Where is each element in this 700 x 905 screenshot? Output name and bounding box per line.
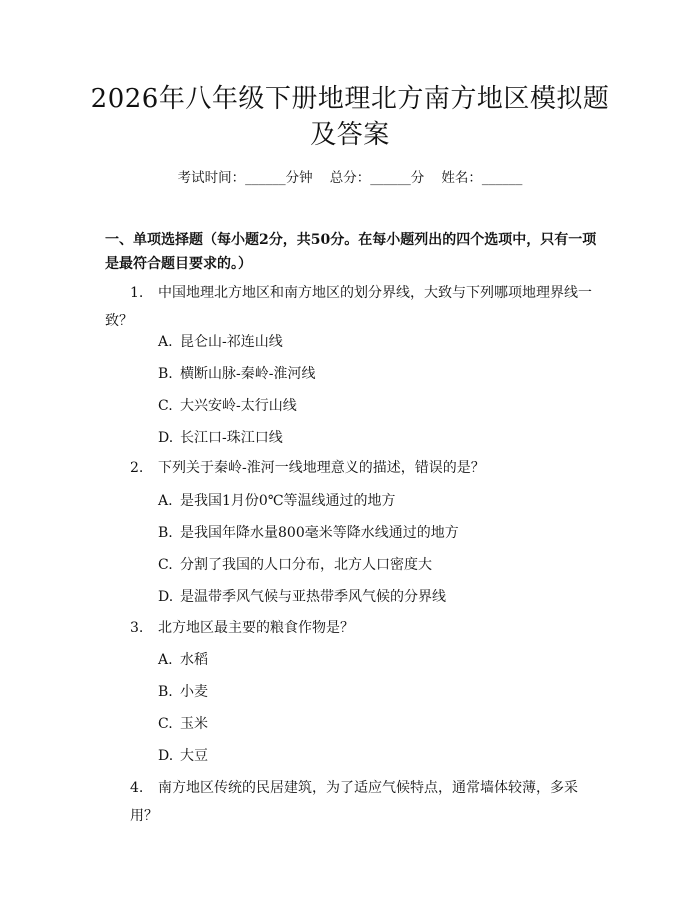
question-2-option-d	[158, 587, 446, 607]
option-text: 是我国1月份0℃等温线通过的地方	[180, 493, 396, 509]
question-text: 中国地理北方地区和南方地区的划分界线，大致与下列哪项地理界线一	[158, 285, 592, 301]
section-heading: 一、单项选择题（每小题2分，共50分。在每小题列出的四个选项中，只有一项是最符合题目要求的。）	[105, 232, 597, 272]
document-title-line-1: 2026年八年级下册地理北方南方地区模拟题	[90, 84, 610, 114]
option-text: 大兴安岭-太行山线	[180, 398, 297, 414]
question-number: 2.	[130, 460, 144, 476]
option-letter: D.	[158, 748, 174, 764]
option-letter: C.	[158, 557, 173, 573]
option-letter: C.	[158, 398, 173, 414]
option-text: 大豆	[180, 748, 208, 764]
question-1-option-d	[158, 428, 283, 448]
exam-info-line: 考试时间：______分钟 总分：______分 姓名：______	[177, 170, 523, 186]
question-number: 3.	[130, 620, 144, 636]
question-1	[105, 279, 600, 329]
option-text: 分割了我国的人口分布，北方人口密度大	[180, 557, 432, 573]
question-3-option-d	[158, 746, 208, 766]
question-3	[130, 614, 600, 642]
option-text: 玉米	[180, 716, 208, 732]
question-number: 4.	[130, 780, 144, 796]
question-3-option-a	[158, 650, 208, 670]
option-text: 是温带季风气候与亚热带季风气候的分界线	[180, 589, 446, 605]
question-1-option-b	[158, 364, 315, 384]
question-text: 下列关于秦岭-淮河一线地理意义的描述，错误的是？	[158, 460, 485, 476]
document-title-line-2: 及答案	[310, 120, 390, 150]
question-2	[130, 454, 600, 482]
option-text: 昆仑山-祁连山线	[180, 334, 283, 350]
option-letter: D.	[158, 589, 174, 605]
option-text: 水稻	[180, 652, 208, 668]
question-2-option-b	[158, 523, 459, 543]
question-2-option-a	[158, 491, 395, 511]
question-3-option-b	[158, 682, 208, 702]
option-letter: B.	[158, 525, 173, 541]
question-2-option-c	[158, 555, 432, 575]
question-text: 北方地区最主要的粮食作物是？	[158, 620, 354, 636]
question-text: 南方地区传统的民居建筑，为了适应气候特点，通常墙体较薄，多采用？	[130, 780, 578, 824]
option-letter: A.	[158, 652, 173, 668]
option-letter: B.	[158, 366, 173, 382]
option-letter: A.	[158, 334, 173, 350]
question-text-continuation: 致？	[105, 313, 133, 329]
question-3-option-c	[158, 714, 208, 734]
question-number: 1.	[130, 285, 144, 301]
option-letter: C.	[158, 716, 173, 732]
option-text: 横断山脉-秦岭-淮河线	[180, 366, 316, 382]
question-4	[130, 774, 600, 830]
option-letter: B.	[158, 684, 173, 700]
option-text: 长江口-珠江口线	[180, 430, 283, 446]
option-text: 小麦	[180, 684, 208, 700]
option-letter: A.	[158, 493, 173, 509]
question-1-option-a	[158, 332, 283, 352]
option-letter: D.	[158, 430, 174, 446]
option-text: 是我国年降水量800毫米等降水线通过的地方	[180, 525, 459, 541]
question-1-option-c	[158, 396, 297, 416]
